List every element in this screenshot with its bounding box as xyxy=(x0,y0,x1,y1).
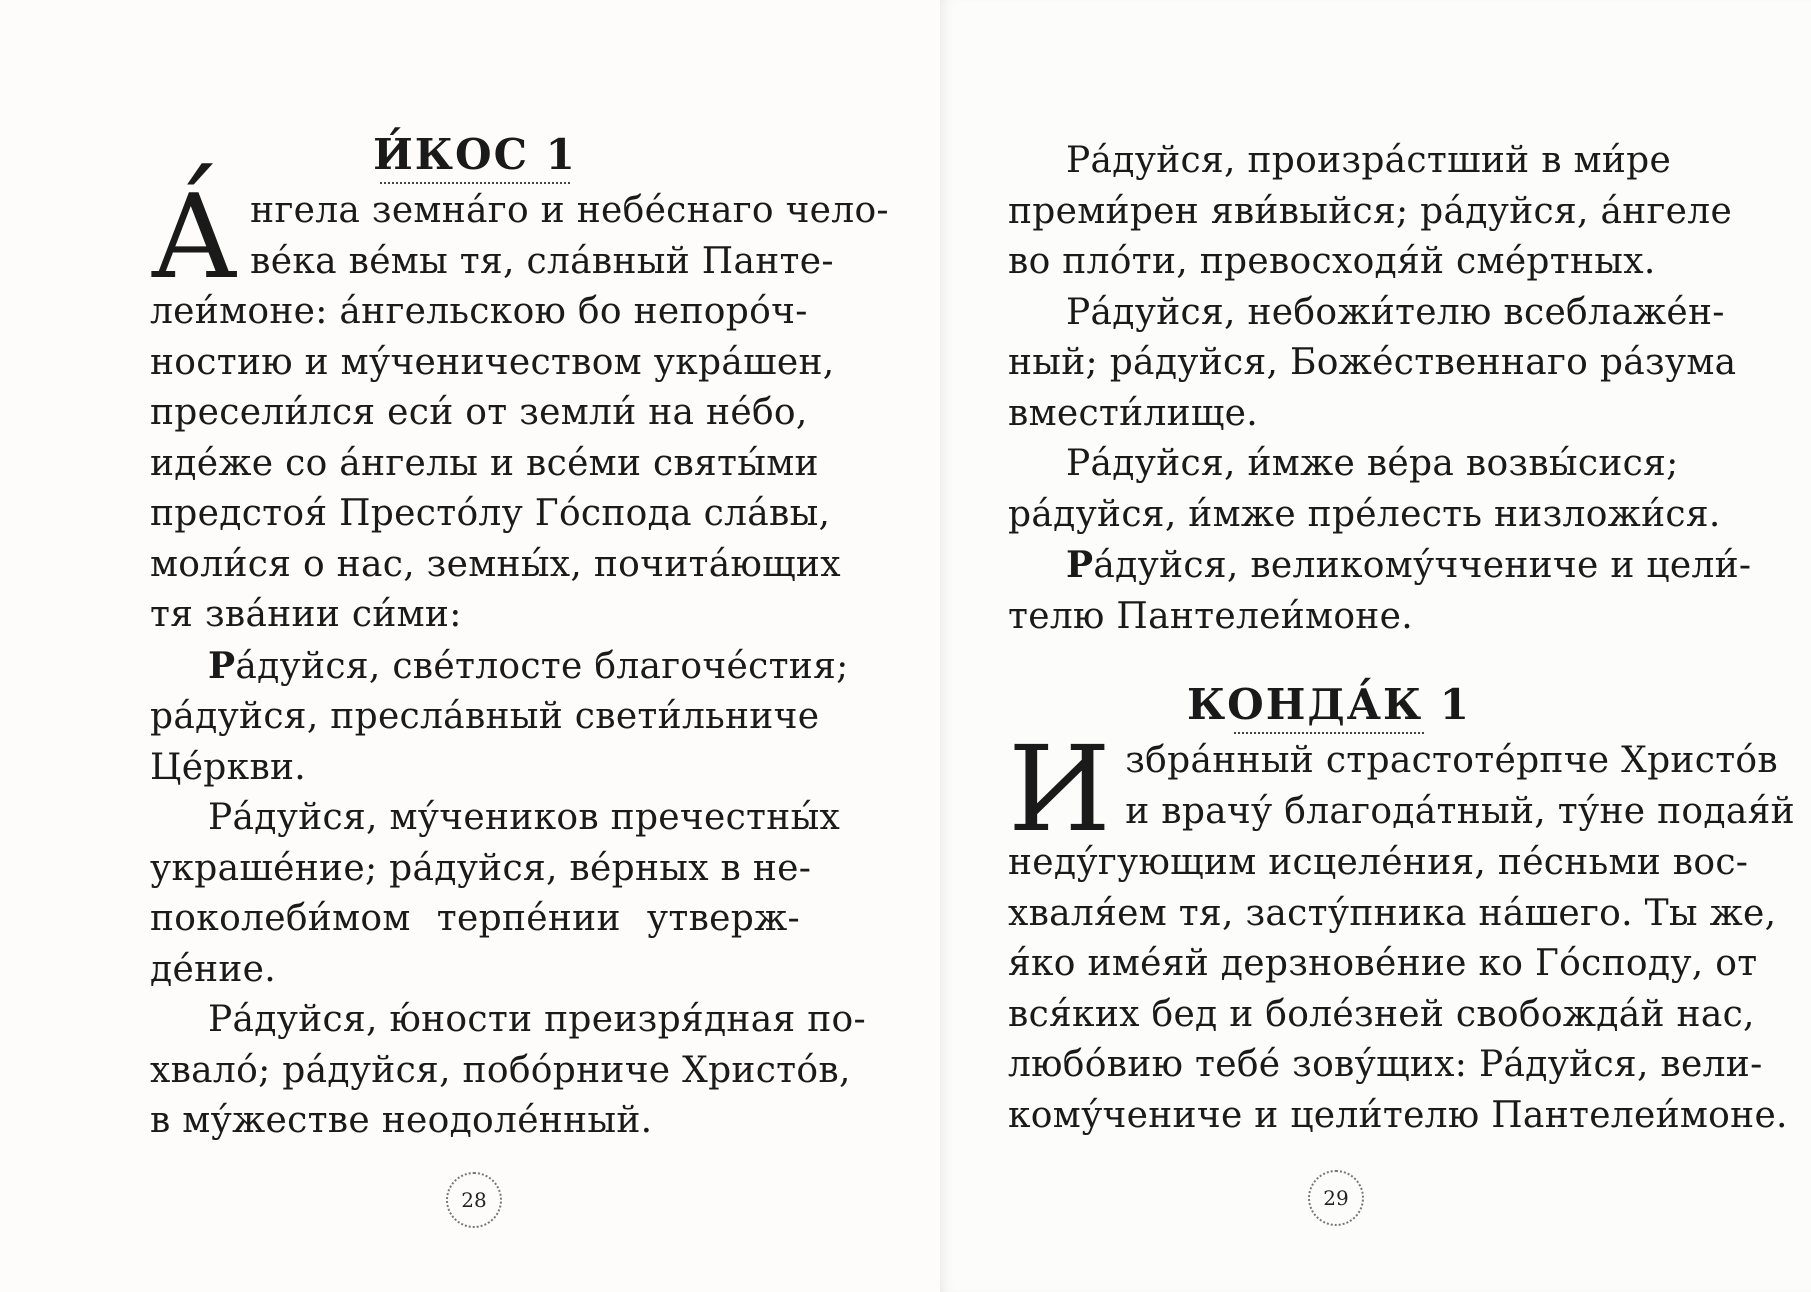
text-line: ностию и му́ченичеством укра́шен, xyxy=(150,341,835,383)
text-line: украше́ние; ра́дуйся, ве́рных в не- xyxy=(150,847,812,889)
text-line: хвало́; ра́дуйся, побо́рниче Христо́в, xyxy=(150,1049,851,1091)
bold-initial: Р xyxy=(1066,544,1094,586)
page-number-right: 29 xyxy=(1308,1170,1364,1226)
text-line: вмести́лище. xyxy=(1008,392,1259,434)
ikos-text xyxy=(150,170,889,1147)
text-line: хваля́ем тя, засту́пника на́шего. Ты же, xyxy=(1008,892,1777,934)
text-line: моли́ся о нас, земны́х, почита́ющих xyxy=(150,543,841,585)
text-line xyxy=(1008,540,1752,592)
kondak-drop-cap: И xyxy=(1008,720,1112,858)
text-line: иде́же со а́нгелы и все́ми святы́ми xyxy=(150,442,819,484)
text-line: Ра́дуйся, и́мже ве́ра возвы́сися; xyxy=(1066,443,1679,484)
text-line: преми́рен яви́выйся; ра́дуйся, а́нгеле xyxy=(1008,190,1733,232)
text-line: ве́ка ве́мы тя, сла́вный Панте- xyxy=(250,240,834,282)
bold-initial: Р xyxy=(208,644,236,687)
ikos-heading: И́КОС 1 xyxy=(373,130,577,179)
text-line: в му́жестве неодоле́нный. xyxy=(150,1100,653,1141)
text-line: Це́ркви. xyxy=(150,746,307,788)
text-line: ный; ра́дуйся, Боже́ственнаго ра́зума xyxy=(1008,342,1737,383)
ikos-heading-block xyxy=(150,130,800,184)
heading-dotted-rule xyxy=(1234,732,1424,734)
text-line: ра́дуйся, и́мже пре́лесть низложи́ся. xyxy=(1008,493,1721,535)
text-line: Ра́дуйся, произра́стший в ми́ре xyxy=(1066,140,1672,181)
text-line-rest: а́дуйся, великому́ччениче и цели́- xyxy=(1093,545,1752,586)
text-line: во пло́ти, превосходя́й сме́ртных. xyxy=(1008,241,1656,282)
text-line: тя зва́нии си́ми: xyxy=(150,594,462,635)
page-number-left: 28 xyxy=(446,1172,502,1228)
ikos-drop-cap: А́ xyxy=(150,170,239,305)
text-line: поколеби́мом терпе́нии утверж- xyxy=(150,898,800,939)
ikos-continuation-text xyxy=(1008,136,1752,642)
text-line: Ра́дуйся, небожи́телю всеблаже́н- xyxy=(1066,291,1725,333)
text-line: я́ко име́яй дерзнове́ние ко Го́споду, от xyxy=(1008,943,1758,984)
text-line: ра́дуйся, пресла́вный свети́льниче xyxy=(150,696,820,737)
text-line: Ра́дуйся, му́чеников пречестны́х xyxy=(208,797,841,838)
text-line: нгела земна́го и небе́снаго чело- xyxy=(250,190,889,231)
kondak-heading: КОНДА́К 1 xyxy=(1186,680,1472,729)
text-line: кому́чениче и цели́телю Пантелеи́моне. xyxy=(1008,1094,1788,1136)
text-line xyxy=(150,641,849,693)
text-line-rest: а́дуйся, све́тлосте благоче́стия; xyxy=(235,645,849,687)
text-line: телю Пантелеи́моне. xyxy=(1008,595,1413,637)
text-line: неду́гующим исцеле́ния, пе́сньми вос- xyxy=(1008,842,1749,883)
text-line: де́ние. xyxy=(150,948,277,990)
text-line: Ра́дуйся, ю́ности преизря́дная по- xyxy=(208,999,866,1040)
text-line: збра́нный страстоте́рпче Христо́в xyxy=(1125,740,1778,781)
text-line: пресели́лся еси́ от земли́ на не́бо, xyxy=(150,392,808,433)
text-line: леи́моне: а́нгельскою бо непоро́ч- xyxy=(150,291,808,332)
text-line: любо́вию тебе́ зову́щих: Ра́дуйся, вели- xyxy=(1008,1044,1763,1085)
text-line: и врачу́ благода́тный, ту́не подая́й xyxy=(1125,790,1795,832)
text-line: предстоя́ Престо́лу Го́спода сла́вы, xyxy=(150,493,831,534)
text-line: вся́ких бед и боле́зней свобожда́й нас, xyxy=(1008,993,1755,1035)
heading-dotted-rule xyxy=(380,182,570,184)
kondak-text xyxy=(1008,720,1795,1141)
